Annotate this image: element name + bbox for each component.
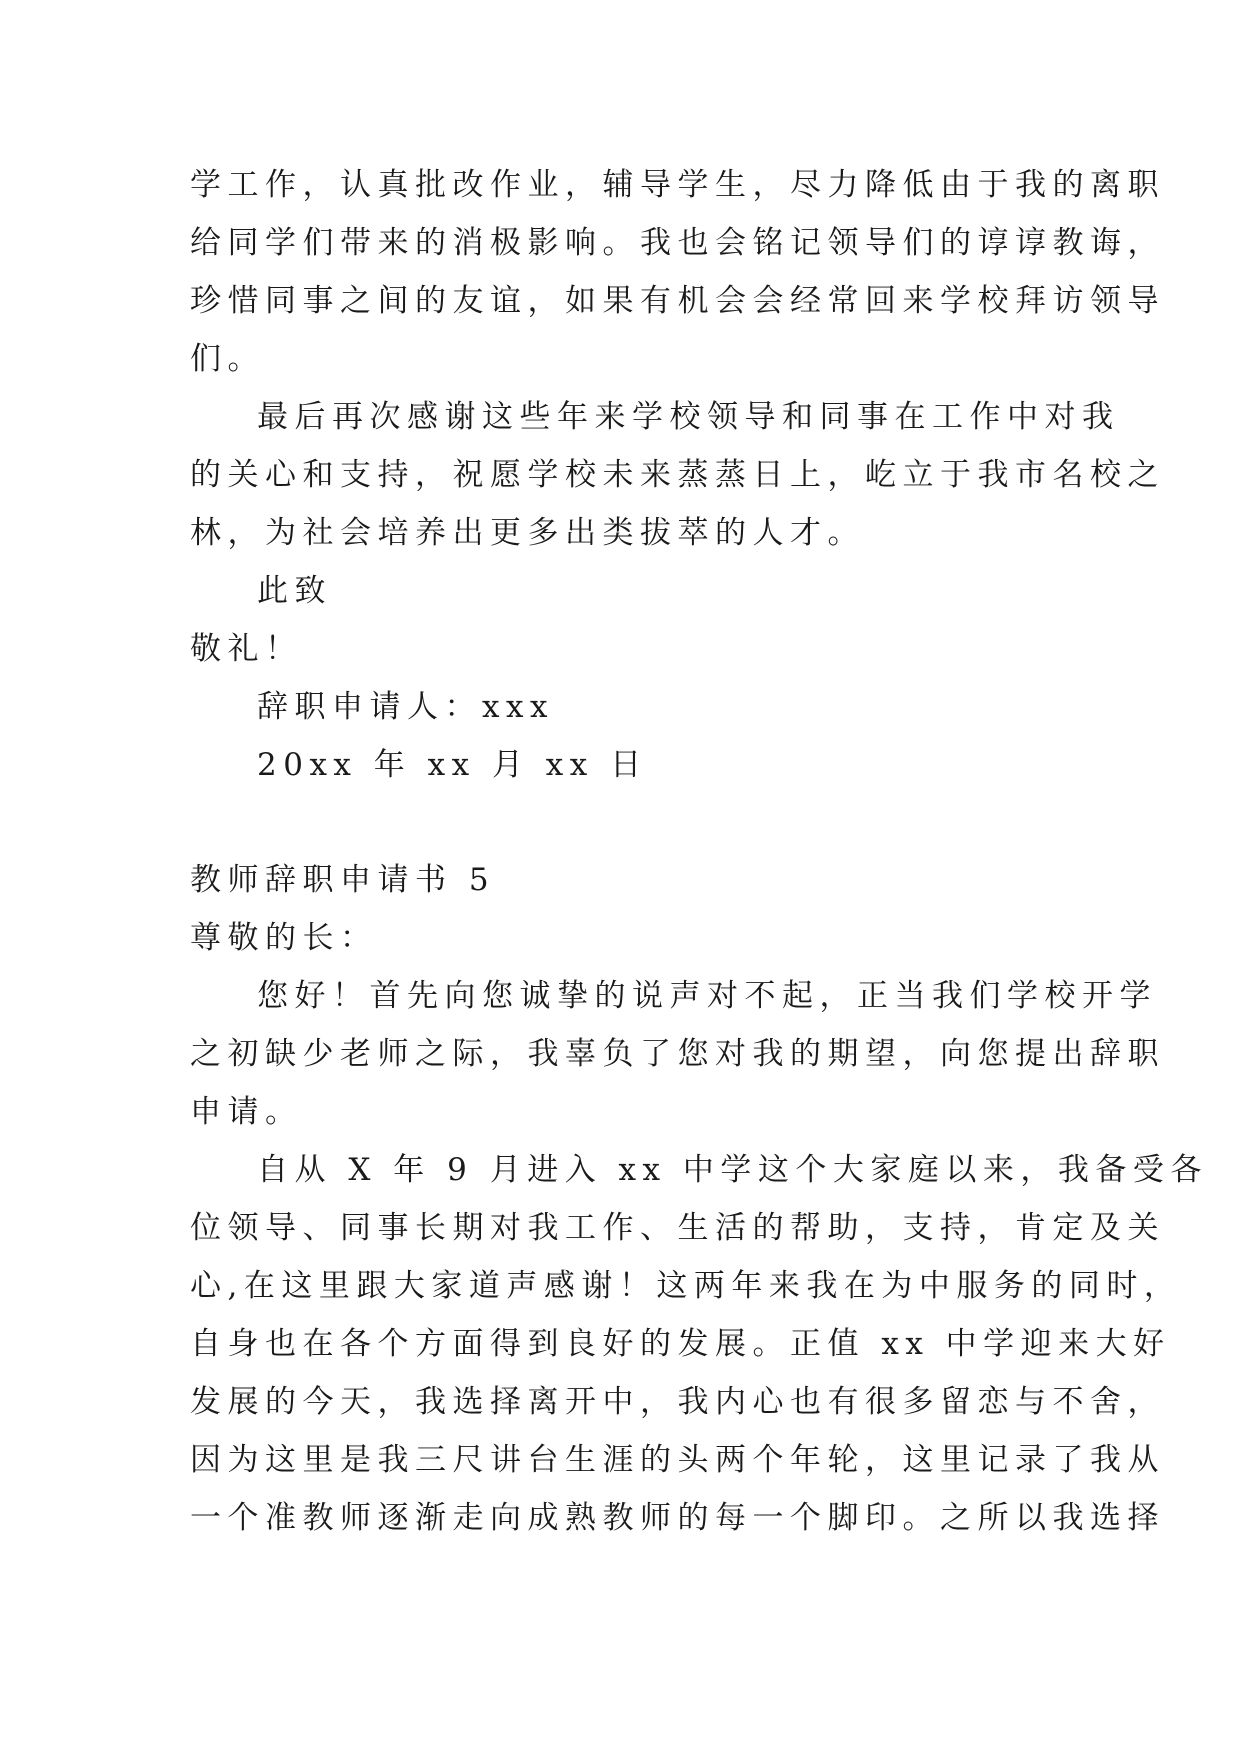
paragraph-line: 之初缺少老师之际，我辜负了您对我的期望，向您提出辞职 — [190, 1036, 1165, 1072]
signature-line: 辞职申请人：xxx — [257, 689, 554, 725]
salutation-closing: 敬礼！ — [190, 631, 303, 667]
paragraph-line: 一个准教师逐渐走向成熟教师的每一个脚印。之所以我选择 — [190, 1500, 1165, 1536]
closing-phrase: 此致 — [257, 573, 332, 609]
paragraph-line: 林，为社会培养出更多出类拔萃的人才。 — [190, 515, 865, 551]
paragraph-line: 们。 — [190, 341, 265, 377]
paragraph-line: 自身也在各个方面得到良好的发展。正值 xx 中学迎来大好 — [190, 1326, 1171, 1362]
salutation: 尊敬的长： — [190, 920, 378, 956]
paragraph-line: 您好！首先向您诚挚的说声对不起，正当我们学校开学 — [257, 978, 1157, 1014]
date-line: 20xx 年 xx 月 xx 日 — [257, 747, 648, 783]
paragraph-line: 学工作，认真批改作业，辅导学生，尽力降低由于我的离职 — [190, 167, 1165, 203]
paragraph-line: 心,在这里跟大家道声感谢！这两年来我在为中服务的同时， — [190, 1268, 1182, 1304]
section-title: 教师辞职申请书 5 — [190, 862, 496, 898]
paragraph-line: 的关心和支持，祝愿学校未来蒸蒸日上，屹立于我市名校之 — [190, 457, 1165, 493]
paragraph-line: 给同学们带来的消极影响。我也会铭记领导们的谆谆教诲， — [190, 225, 1165, 261]
paragraph-line: 珍惜同事之间的友谊，如果有机会会经常回来学校拜访领导 — [190, 283, 1165, 319]
paragraph-line: 自从 X 年 9 月进入 xx 中学这个大家庭以来，我备受各 — [257, 1152, 1208, 1188]
paragraph-line: 申请。 — [190, 1094, 303, 1130]
paragraph-line: 最后再次感谢这些年来学校领导和同事在工作中对我 — [257, 399, 1120, 435]
paragraph-line: 因为这里是我三尺讲台生涯的头两个年轮，这里记录了我从 — [190, 1442, 1165, 1478]
paragraph-line: 发展的今天，我选择离开中，我内心也有很多留恋与不舍， — [190, 1384, 1165, 1420]
paragraph-line: 位领导、同事长期对我工作、生活的帮助，支持，肯定及关 — [190, 1210, 1165, 1246]
